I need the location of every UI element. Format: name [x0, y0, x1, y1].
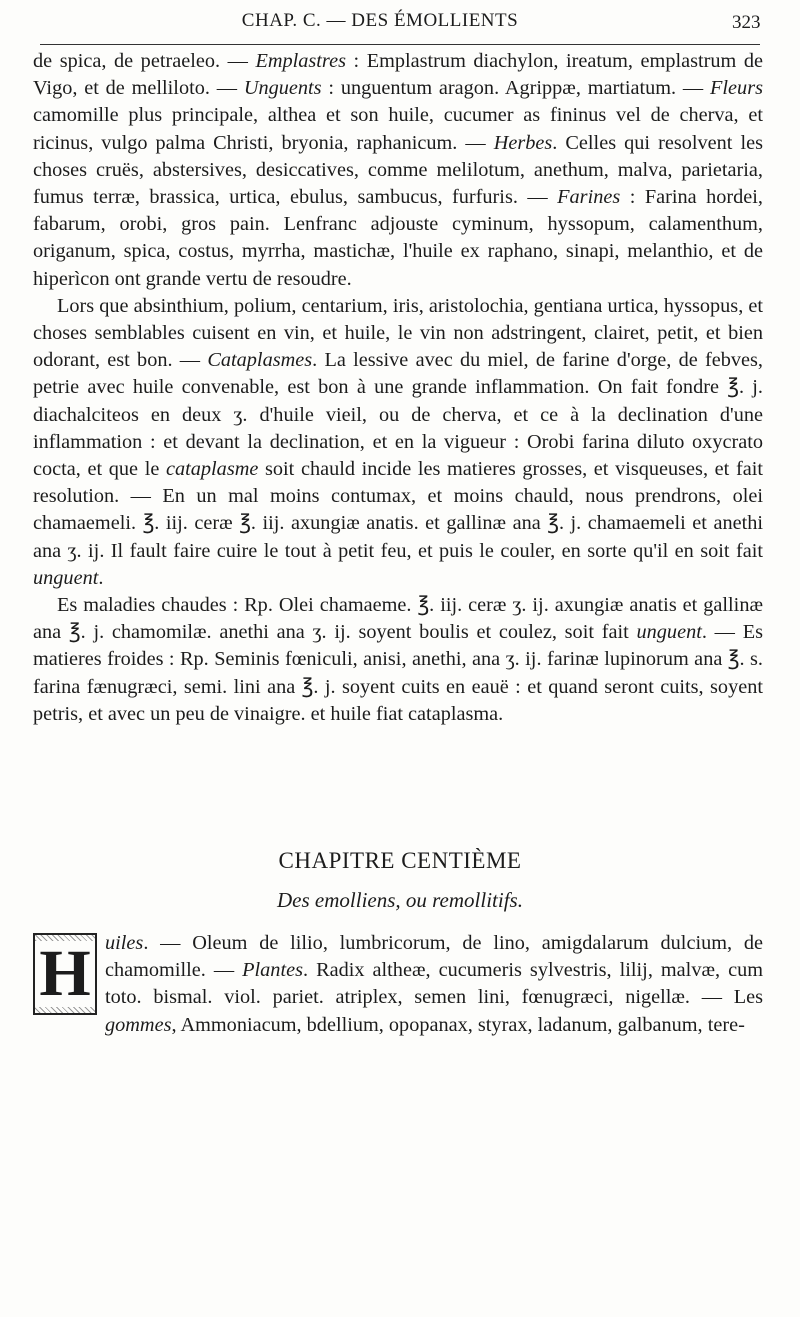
- text-run: : unguentum aragon. Agrippæ, martiatum. —: [321, 77, 711, 100]
- text-run: de spica, de petraeleo. —: [33, 50, 256, 72]
- text-run: . La lessive avec du miel, de farine d'orge, de febves, petrie avec huile convenable, est bon à une grande inflammation. On fait fondre ℥. j. diachalciteos en deux ʒ. d'huile vieil, ou de cherva, et ce à la declination d'une inflammation : et devant la declination, et en la vigueur : Orobi farina diluto oxycrato cocta, et que le: [33, 349, 763, 481]
- text-run: camomille plus principale, althea et son huile, cucumer as fininus vel de cherva, et ricinus, vulgo palma Christi, bryonia, raphanicum. —: [33, 104, 763, 154]
- ornamental-initial-letter: H: [35, 941, 94, 1007]
- text-run: cataplasme: [165, 458, 259, 481]
- running-title: CHAP. C. — DES ÉMOLLIENTS: [241, 10, 519, 31]
- text-run: .: [98, 566, 104, 589]
- text-run: gommes: [105, 1013, 172, 1036]
- text-run: Cataplasmes: [207, 349, 313, 372]
- chapter-text: [33, 930, 763, 1039]
- text-run: unguent: [33, 566, 99, 589]
- text-run: soit chauld incide les matieres grosses, et visqueuses, et fait resolution. — En un mal moins contumax, et moins chauld, nous prendrons, olei chamaemeli. ℥. iij. ceræ ℥. iij. axungiæ anatis. et gallinæ ana ℥. j. chamaemeli et anethi ana ʒ. ij. Il fault faire cuire le tout à petit feu, et puis le couler, en sorte qu'il en soit fait: [33, 458, 763, 562]
- text-run: unguent: [636, 621, 702, 644]
- main-text: [33, 48, 763, 728]
- chapter-subtitle: Des emolliens, ou remollitifs.: [277, 888, 523, 912]
- chapter-paragraph: [105, 932, 763, 1036]
- header-rule: [40, 44, 760, 45]
- paragraph-3: [33, 592, 763, 728]
- text-run: Herbes: [493, 131, 553, 154]
- page-number: 323: [732, 12, 761, 33]
- paragraph-2: [33, 293, 763, 592]
- text-run: , Ammoniacum, bdellium, opopanax, styrax, ladanum, galbanum, tere-: [171, 1013, 745, 1036]
- text-run: . Radix altheæ, cucumeris sylvestris, lilij, malvæ, cum toto. bismal. viol. pariet. atriplex, semen lini, fœnugræci, nigellæ. — Les: [105, 959, 763, 1009]
- text-run: uiles: [105, 932, 144, 954]
- text-run: Emplastres: [255, 50, 346, 72]
- text-run: : Farina hordei, fabarum, orobi, gros pain. Lenfranc adjouste cyminum, hyssopum, calamenthum, origanum, spica, costus, myrrha, mastichæ, l'huile ex raphano, sinapi, melanthio, et de hiperìcon ont grande vertu de resoudre.: [33, 186, 763, 290]
- text-run: . — Oleum de lilio, lumbricorum, de lino, amigdalarum dulcium, de chamomille. —: [105, 932, 763, 982]
- text-run: Fleurs: [710, 77, 763, 100]
- paragraph-1: [33, 48, 763, 293]
- text-run: : Emplastrum diachylon, ireatum, emplastrum de Vigo, et de melliloto. —: [33, 50, 763, 100]
- text-run: . — Es matieres froides : Rp. Seminis fœniculi, anisi, anethi, ana ʒ. ij. farinæ lupinorum ana ℥. s. farina fænugræci, semi. lini ana ℥. j. soyent cuits en eauë : et quand seront cuits, soyent petris, et avec un peu de vinaigre. et huile fiat cataplasma.: [33, 621, 763, 725]
- chapter-title: CHAPITRE CENTIÈME: [278, 848, 522, 873]
- page-header: [0, 10, 800, 40]
- text-run: Lors que absinthium, polium, centarium, iris, aristolochia, gentiana urtica, hyssopus, et choses semblables cuisent en vin, et huile, le vin non adstringent, clairet, petit, et bien odorant, est bon. —: [33, 294, 763, 372]
- text-run: Plantes: [242, 959, 303, 982]
- text-run: Unguents: [243, 77, 322, 100]
- text-run: . Celles qui resolvent les choses cruës, abstersives, desiccatives, comme melilotum, anethum, malva, parietaria, fumus terræ, brassica, urtica, ebulus, sambucus, furfuris. —: [33, 131, 763, 209]
- text-run: Farines: [557, 186, 621, 209]
- ornamental-initial: [33, 933, 97, 1015]
- text-run: Es maladies chaudes : Rp. Olei chamaeme. ℥. iij. ceræ ʒ. ij. axungiæ anatis et gallinæ ana ℥. j. chamomilæ. anethi ana ʒ. ij. soyent boulis et coulez, soit fait: [33, 594, 763, 644]
